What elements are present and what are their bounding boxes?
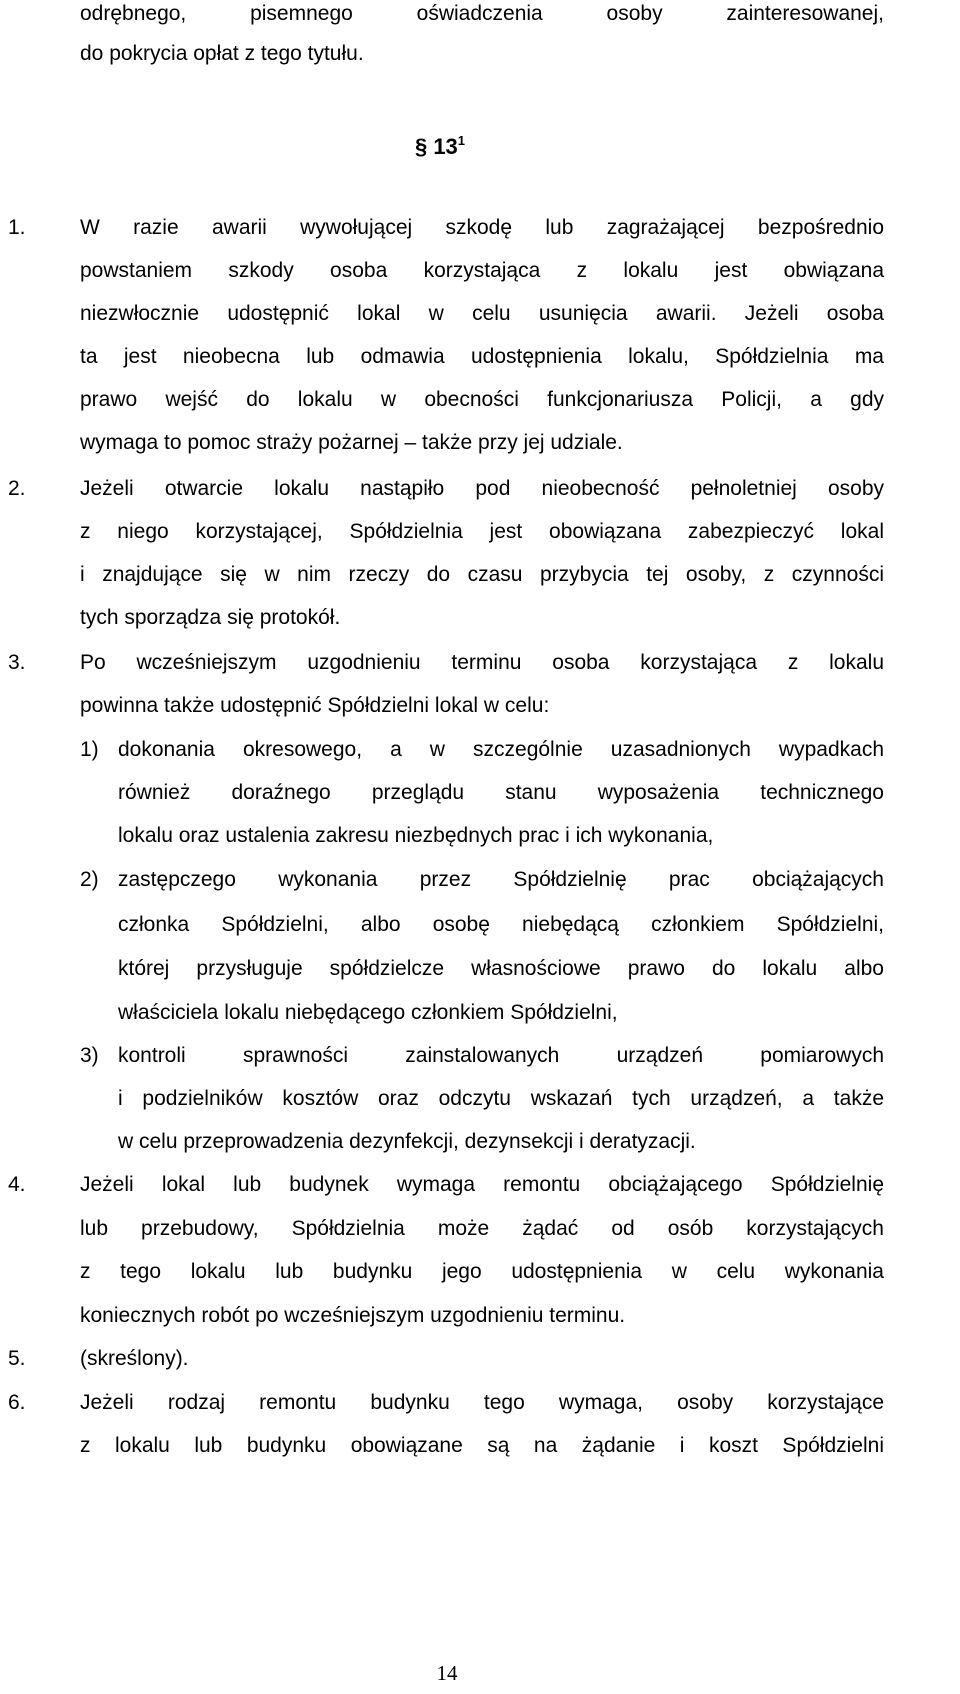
paragraph-line: W razie awarii wywołującej szkodę lub zagrażającej bezpośrednio bbox=[80, 216, 884, 239]
paragraph-line: prawo wejść do lokalu w obecności funkcjonariusza Policji, a gdy bbox=[80, 388, 884, 411]
subitem-line: również doraźnego przeglądu stanu wyposażenia technicznego bbox=[118, 781, 884, 804]
paragraph-line: i znajdujące się w nim rzeczy do czasu przybycia tej osoby, z czynności bbox=[80, 563, 884, 586]
subitem-line: członka Spółdzielni, albo osobę niebędącą członkiem Spółdzielni, bbox=[118, 913, 884, 936]
section-superscript: 1 bbox=[457, 133, 466, 148]
paragraph-line: niezwłocznie udostępnić lokal w celu usunięcia awarii. Jeżeli osoba bbox=[80, 302, 884, 325]
intro-line: odrębnego, pisemnego oświadczenia osoby zainteresowanej, bbox=[80, 2, 884, 25]
item-number: 1. bbox=[8, 216, 26, 239]
subitem-line: w celu przeprowadzenia dezynfekcji, dezynsekcji i deratyzacji. bbox=[118, 1130, 696, 1153]
subitem-line: i podzielników kosztów oraz odczytu wskazań tych urządzeń, a także bbox=[118, 1087, 884, 1110]
subitem-number: 1) bbox=[80, 738, 99, 761]
paragraph-line: z lokalu lub budynku obowiązane są na żądanie i koszt Spółdzielni bbox=[80, 1434, 884, 1457]
paragraph-line: powinna także udostępnić Spółdzielni lokal w celu: bbox=[80, 694, 550, 717]
item-number: 6. bbox=[8, 1391, 26, 1414]
subitem-line: dokonania okresowego, a w szczególnie uzasadnionych wypadkach bbox=[118, 738, 884, 761]
item-number: 4. bbox=[8, 1173, 26, 1196]
intro-line: do pokrycia opłat z tego tytułu. bbox=[80, 42, 364, 65]
paragraph-line: ta jest nieobecna lub odmawia udostępnienia lokalu, Spółdzielnia ma bbox=[80, 345, 884, 368]
paragraph-line: z tego lokalu lub budynku jego udostępnienia w celu wykonania bbox=[80, 1260, 884, 1283]
paragraph-line: powstaniem szkody osoba korzystająca z lokalu jest obwiązana bbox=[80, 259, 884, 282]
subitem-line: której przysługuje spółdzielcze własnościowe prawo do lokalu albo bbox=[118, 957, 884, 980]
paragraph-line: tych sporządza się protokół. bbox=[80, 606, 341, 629]
paragraph-line: Jeżeli lokal lub budynek wymaga remontu obciążającego Spółdzielnię bbox=[80, 1173, 884, 1196]
item-number: 2. bbox=[8, 477, 26, 500]
paragraph-line: lub przebudowy, Spółdzielnia może żądać od osób korzystających bbox=[80, 1217, 884, 1240]
paragraph-line: wymaga to pomoc straży pożarnej – także przy jej udziale. bbox=[80, 431, 623, 454]
paragraph-line: (skreślony). bbox=[80, 1347, 189, 1370]
subitem-line: zastępczego wykonania przez Spółdzielnię prac obciążających bbox=[118, 868, 884, 891]
paragraph-line: Jeżeli rodzaj remontu budynku tego wymaga, osoby korzystające bbox=[80, 1391, 884, 1414]
subitem-number: 3) bbox=[80, 1044, 99, 1067]
item-number: 5. bbox=[8, 1347, 26, 1370]
subitem-line: właściciela lokalu niebędącego członkiem Spółdzielni, bbox=[118, 1001, 618, 1024]
page-number: 14 bbox=[436, 1661, 458, 1685]
section-number: 13 bbox=[433, 134, 458, 159]
paragraph-line: Jeżeli otwarcie lokalu nastąpiło pod nieobecność pełnoletniej osoby bbox=[80, 477, 884, 500]
subitem-line: kontroli sprawności zainstalowanych urządzeń pomiarowych bbox=[118, 1044, 884, 1067]
subitem-number: 2) bbox=[80, 868, 99, 891]
item-number: 3. bbox=[8, 651, 26, 674]
paragraph-line: z niego korzystającej, Spółdzielnia jest obowiązana zabezpieczyć lokal bbox=[80, 520, 884, 543]
paragraph-line: koniecznych robót po wcześniejszym uzgodnieniu terminu. bbox=[80, 1304, 626, 1327]
section-heading: § $13^1$ bbox=[414, 133, 466, 159]
paragraph-line: Po wcześniejszym uzgodnieniu terminu osoba korzystająca z lokalu bbox=[80, 651, 884, 674]
subitem-line: lokalu oraz ustalenia zakresu niezbędnych prac i ich wykonania, bbox=[118, 824, 714, 847]
